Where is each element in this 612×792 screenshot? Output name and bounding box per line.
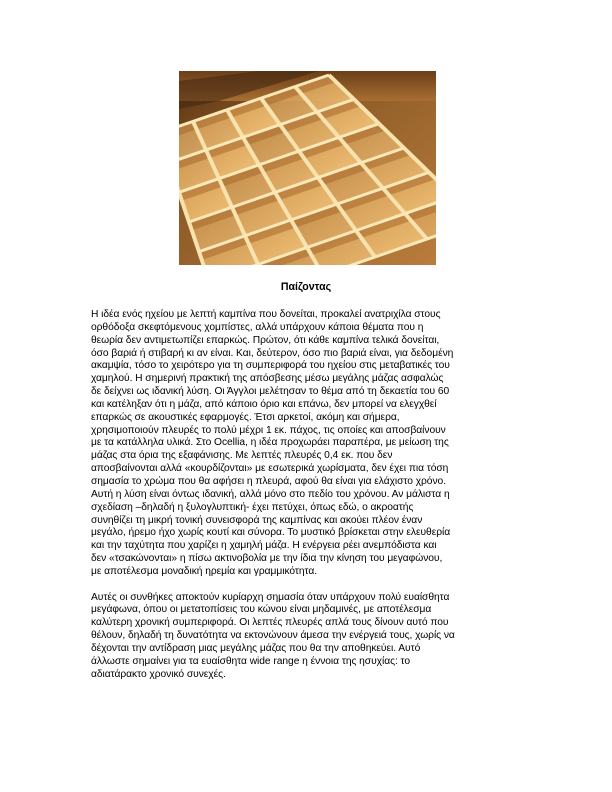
- text-line: επαρκώς σε ακουστικές εφαρμογές. Έτσι αρκετοί, ακόμη και σήμερα,: [91, 411, 400, 423]
- text-line: ακαμψία, τόσο το χειρότερο για τη συμπεριφορά του ηχείου στις μεταβατικές του: [91, 360, 450, 372]
- text-line: ορθόδοξα σκεφτόμενους χομπίστες, αλλά υπάρχουν κάποια θέματα που η: [91, 321, 424, 333]
- text-line: μάζας στα όρια της εξαφάνισης. Με λεπτές πλευρές 0,4 εκ. που δεν: [91, 450, 393, 462]
- text-line: Αυτές οι συνθήκες αποκτούν κυρίαρχη σημασία όταν υπάρχουν πολύ ευαίσθητα: [91, 591, 450, 603]
- text-line: Αυτή η λύση είναι όντως ιδανική, αλλά μόνο στο πεδίο του χρόνου. Αν μάλιστα η: [91, 488, 450, 500]
- text-line: με αποτέλεσμα μοναδική ηρεμία και γραμμικότητα.: [91, 565, 318, 577]
- text-line: και την ταχύτητα που χαρίζει η χαμηλή μάζα. Η ενέργεια ρέει ανεμπόδιστα και: [91, 540, 437, 552]
- text-line: δέχονται την αντίδραση μιας μεγάλης μάζας που θα την αποθηκεύει. Αυτό: [91, 642, 421, 654]
- text-line: αποσβαίνονται αλλά «κουρδίζονται» με εσωτερικά χωρίσματα, δεν έχει πια τόση: [91, 463, 449, 475]
- text-line: αδιατάρακτο χρονικό συνεχές.: [91, 668, 226, 680]
- text-line: μεγάλο, ήρεμο ήχο χωρίς κουτί και σύνορα. Το μυστικό βρίσκεται στην ελευθερία: [91, 527, 451, 539]
- text-line: θέλουν, δηλαδή τη δυνατότητα να εκτονώνουν άμεσα την ενέργειά τους, χωρίς να: [91, 630, 455, 642]
- wooden-grid-photo: [179, 71, 436, 265]
- text-line: και κατέληξαν ότι η μάζα, από κάποιο όριο και επάνω, δεν μπορεί να ελεγχθεί: [91, 398, 437, 410]
- text-line: άλλωστε σημαίνει για τα ευαίσθητα wide range η έννοια της ησυχίας: το: [91, 655, 411, 667]
- text-line: σχεδίαση –δηλαδή η ξυλογλυπτική- έχει πετύχει, όπως εδώ, ο ακροατής: [91, 501, 414, 513]
- text-line: σημασία το χρώμα που θα αφήσει η πλευρά, αφού θα είναι για ελάχιστο χρόνο.: [91, 475, 446, 487]
- paragraph: [91, 592, 531, 682]
- article-title: Παίζοντας: [280, 281, 332, 293]
- article-body: [91, 309, 531, 681]
- text-line: χαμηλού. Η σημερινή πρακτική της απόσβεσης μέσω μεγάλης μάζας ασφαλώς: [91, 373, 444, 385]
- text-line: Η ιδέα ενός ηχείου με λεπτή καμπίνα που δονείται, προκαλεί ανατριχίλα στους: [91, 309, 441, 320]
- text-line: καλύτερη χρονική συμπεριφορά. Οι λεπτές πλευρές απλά τους δίνουν αυτό που: [91, 617, 449, 629]
- text-line: δεν «τσακώνονται» η πίσω ακτινοβολία με την ίδια την κίνηση του μεγαφώνου,: [91, 553, 443, 565]
- text-line: με τα κατάλληλα υλικά. Στο Ocellia, η ιδέα προχωράει παραπέρα, με μείωση της: [91, 437, 449, 449]
- wooden-grid-image: [179, 71, 436, 265]
- text-line: χρησιμοποιούν πλευρές το πολύ μέχρι 1 εκ. πάχος, τις οποίες και αποσβαίνουν: [91, 424, 446, 436]
- text-line: όσο βαριά ή στιβαρή κι αν είναι. Και, δεύτερον, όσο πιο βαριά είναι, για δεδομένη: [91, 347, 454, 359]
- text-line: θεωρία δεν αντιμετωπίζει επαρκώς. Πρώτον, ότι κάθε καμπίνα τελικά δονείται,: [91, 334, 440, 346]
- text-line: συνηθίζει τη μικρή τονική συνεισφορά της καμπίνας και ακούει πλέον έναν: [91, 514, 423, 526]
- paragraph: [91, 309, 531, 579]
- text-line: δε δείχνει ως ιδανική λύση. Οι Άγγλοι μελέτησαν το θέμα από τη δεκαετία του 60: [91, 386, 450, 398]
- text-line: μεγάφωνα, όπου οι μετατοπίσεις του κώνου είναι μηδαμινές, με αποτέλεσμα: [91, 604, 432, 616]
